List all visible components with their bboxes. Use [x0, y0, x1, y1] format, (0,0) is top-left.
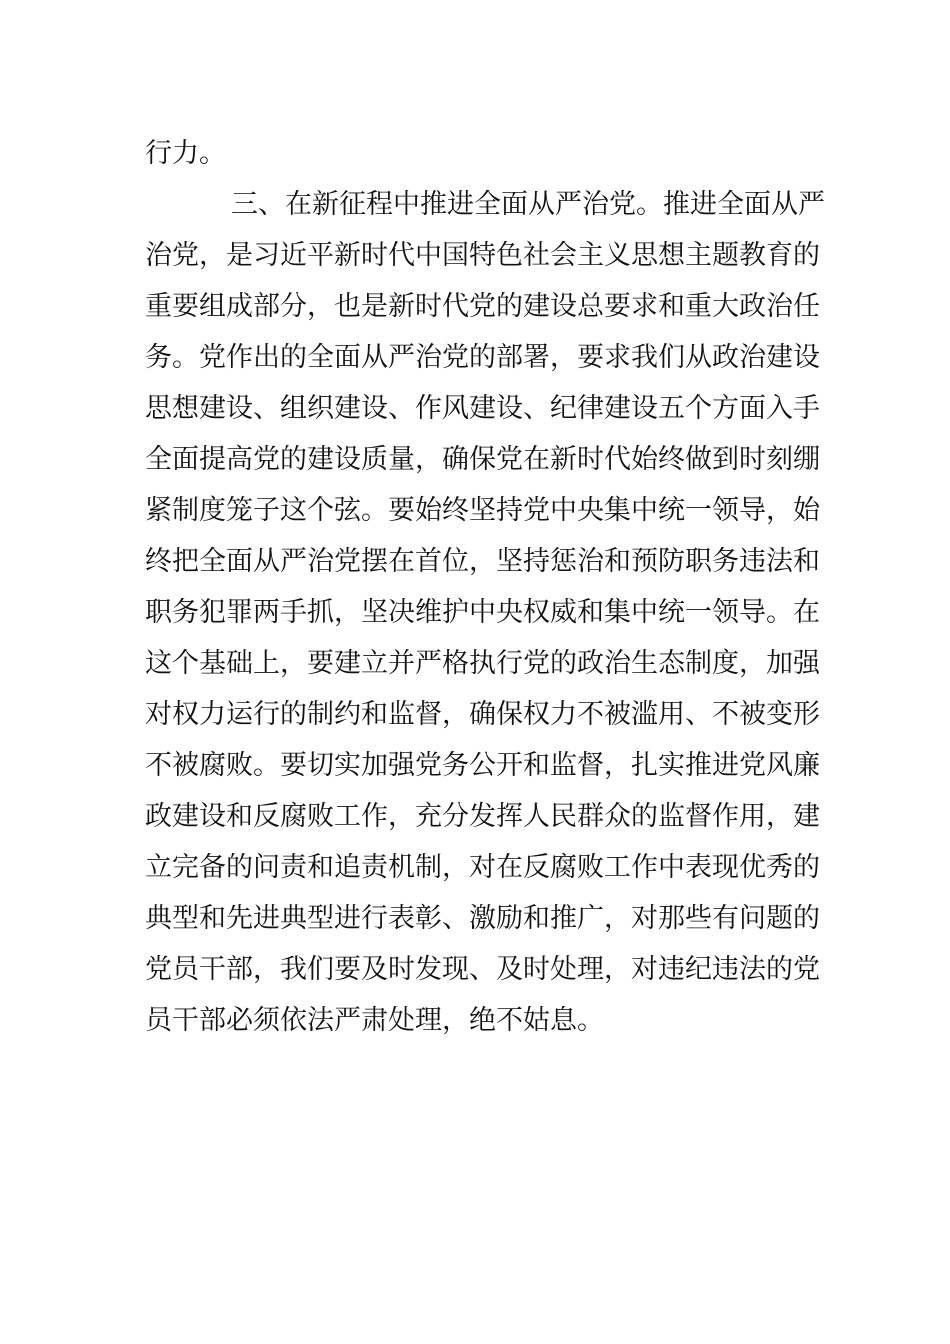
text-line: 终把全面从严治党摆在首位，坚持惩治和预防职务违法和 [145, 546, 820, 577]
body-text [145, 128, 825, 1046]
text-line: 立完备的问责和追责机制，对在反腐败工作中表现优秀的 [145, 852, 820, 883]
text-line: 党员干部，我们要及时发现、及时处理，对违纪违法的党 [145, 954, 820, 985]
text-line: 紧制度笼子这个弦。要始终坚持党中央集中统一领导，始 [145, 495, 820, 526]
text-line: 对权力运行的制约和监督，确保权力不被滥用、不被变形 [145, 699, 820, 730]
text-line: 治党，是习近平新时代中国特色社会主义思想主题教育的 [145, 240, 820, 271]
text-line: 重要组成部分，也是新时代党的建设总要求和重大政治任 [145, 291, 820, 322]
text-line: 员干部必须依法严肃处理，绝不姑息。 [145, 1005, 604, 1036]
text-line: 职务犯罪两手抓，坚决维护中央权威和集中统一领导。在 [145, 597, 820, 628]
text-line: 不被腐败。要切实加强党务公开和监督，扎实推进党风廉 [145, 750, 820, 781]
paragraph-first-line: 三、在新征程中推进全面从严治党。推进全面从严 [231, 189, 825, 220]
text-line: 政建设和反腐败工作，充分发挥人民群众的监督作用，建 [145, 801, 820, 832]
text-line: 思想建设、组织建设、作风建设、纪律建设五个方面入手 [145, 393, 820, 424]
text-line: 行力。 [145, 138, 226, 169]
text-line: 务。党作出的全面从严治党的部署，要求我们从政治建设 [145, 342, 820, 373]
text-line: 这个基础上，要建立并严格执行党的政治生态制度，加强 [145, 648, 820, 679]
text-line: 全面提高党的建设质量，确保党在新时代始终做到时刻绷 [145, 444, 820, 475]
text-line: 典型和先进典型进行表彰、激励和推广，对那些有问题的 [145, 903, 820, 934]
